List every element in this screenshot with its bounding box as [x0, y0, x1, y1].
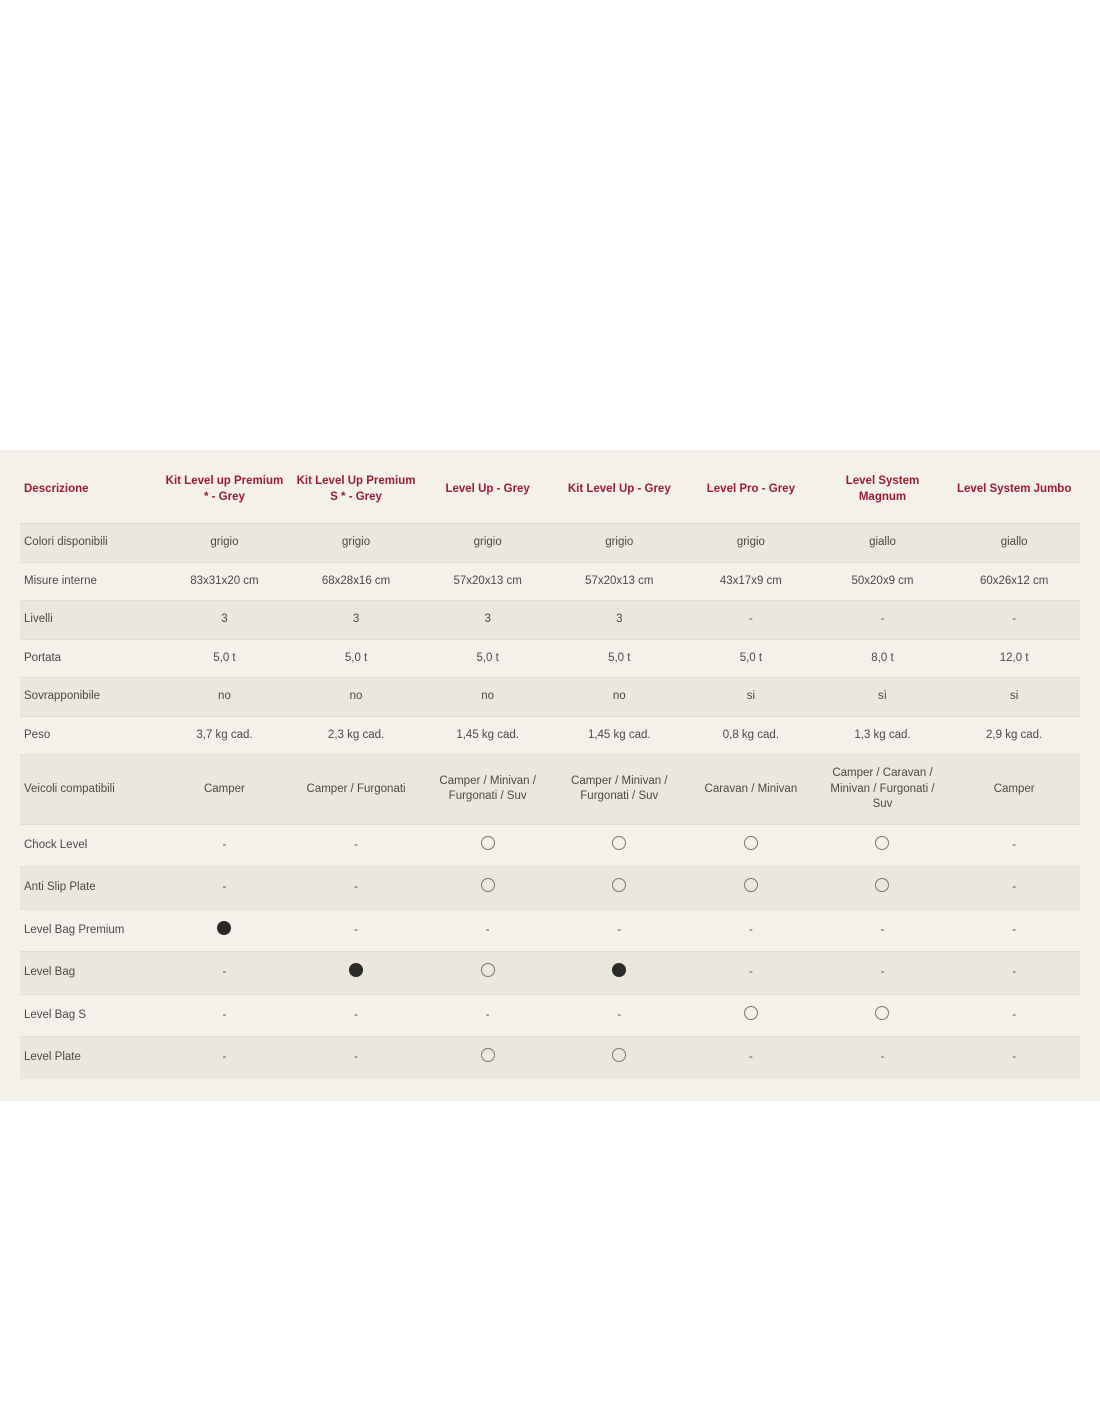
table-cell: 1,3 kg cad.	[854, 728, 911, 741]
table-cell: -	[1012, 881, 1017, 894]
filled-circle-icon	[217, 921, 231, 935]
table-body	[20, 524, 1080, 1079]
table-row	[20, 994, 1080, 1037]
table-cell: -	[222, 966, 227, 979]
empty-circle-icon	[817, 824, 949, 867]
empty-circle-icon	[481, 963, 495, 977]
table-cell: 5,0 t	[608, 651, 631, 664]
table-cell: -	[748, 1051, 753, 1064]
table-cell: 3	[352, 613, 360, 626]
table-cell: 1,45 kg cad.	[587, 728, 651, 741]
table-cell: 43x17x9 cm	[719, 574, 782, 587]
table-cell: Camper / Furgonati	[306, 782, 406, 795]
table-cell: -	[1012, 923, 1017, 936]
table-row	[20, 867, 1080, 910]
table-row	[20, 824, 1080, 867]
table-cell: no	[481, 690, 495, 703]
table-cell: -	[748, 923, 753, 936]
table-cell: -	[222, 1008, 227, 1021]
table-cell: -	[880, 1051, 885, 1064]
table-cell: Caravan / Minivan	[704, 782, 798, 795]
filled-circle-icon	[553, 952, 685, 995]
empty-circle-icon	[481, 1048, 495, 1062]
table-cell: 5,0 t	[476, 651, 499, 664]
table-cell: -	[880, 923, 885, 936]
row-label: Portata	[24, 651, 62, 664]
table-row	[20, 755, 1080, 825]
table-row	[20, 1037, 1080, 1079]
filled-circle-icon	[290, 952, 422, 995]
table-cell: 2,3 kg cad.	[327, 728, 385, 741]
empty-circle-icon	[481, 836, 495, 850]
table-cell: -	[354, 923, 358, 936]
empty-circle-icon	[817, 994, 949, 1037]
table-cell: -	[222, 881, 227, 894]
table-cell: grigio	[473, 536, 502, 549]
column-header-product-3: Level Up - Grey	[422, 450, 554, 524]
empty-circle-icon	[422, 952, 554, 995]
table-cell: 50x20x9 cm	[851, 574, 914, 587]
table-cell: grigio	[736, 536, 765, 549]
column-header-product-4: Kit Level Up - Grey	[553, 450, 685, 524]
table-cell: 2,9 kg cad.	[986, 728, 1043, 741]
table-cell: 60x26x12 cm	[979, 574, 1049, 587]
empty-circle-icon	[875, 1006, 889, 1020]
row-label: Colori disponibili	[24, 536, 108, 549]
product-comparison-panel	[0, 450, 1100, 1101]
table-row	[20, 524, 1080, 563]
table-cell: -	[222, 838, 227, 851]
table-cell: Camper / Minivan / Furgonati / Suv	[571, 774, 668, 803]
table-cell: 0,8 kg cad.	[722, 728, 780, 741]
table-cell: -	[617, 1008, 622, 1021]
table-row	[20, 909, 1080, 952]
table-cell: -	[1012, 1051, 1017, 1064]
row-label: Sovrapponibile	[24, 690, 101, 703]
table-cell: 57x20x13 cm	[585, 574, 654, 587]
table-cell: 5,0 t	[739, 651, 763, 664]
column-header-product-6: Level System Magnum	[817, 450, 949, 524]
table-cell: Camper	[993, 782, 1035, 795]
empty-circle-icon	[685, 994, 817, 1037]
row-label: Level Bag	[24, 966, 76, 979]
filled-circle-icon	[349, 963, 363, 977]
product-comparison-table	[20, 450, 1080, 1079]
table-cell: giallo	[869, 536, 896, 549]
table-cell: no	[612, 690, 626, 703]
empty-circle-icon	[612, 836, 626, 850]
table-cell: Camper / Caravan / Minivan / Furgonati / Suv	[830, 767, 935, 811]
table-cell: -	[748, 613, 753, 626]
row-label: Anti Slip Plate	[24, 881, 96, 894]
table-cell: Camper / Minivan / Furgonati / Suv	[439, 774, 536, 803]
table-cell: 8,0 t	[871, 651, 894, 664]
empty-circle-icon	[553, 1037, 685, 1079]
table-cell: grigio	[605, 536, 634, 549]
table-row	[20, 678, 1080, 717]
table-cell: 68x28x16 cm	[321, 574, 391, 587]
table-cell: no	[349, 690, 363, 703]
table-cell: 5,0 t	[213, 651, 236, 664]
table-cell: 5,0 t	[344, 651, 368, 664]
table-cell: 3	[616, 613, 623, 626]
table-cell: grigio	[210, 536, 239, 549]
table-row	[20, 639, 1080, 678]
column-header-product-2: Kit Level Up Premium S * - Grey	[290, 450, 422, 524]
row-label: Level Bag S	[24, 1008, 87, 1021]
empty-circle-icon	[744, 836, 758, 850]
table-cell: -	[880, 613, 885, 626]
row-label: Livelli	[24, 613, 53, 626]
empty-circle-icon	[422, 1037, 554, 1079]
empty-circle-icon	[422, 867, 554, 910]
empty-circle-icon	[553, 824, 685, 867]
table-row	[20, 562, 1080, 601]
table-cell: -	[354, 1008, 358, 1021]
empty-circle-icon	[817, 867, 949, 910]
empty-circle-icon	[875, 878, 889, 892]
table-cell: giallo	[1000, 536, 1028, 549]
table-cell: 12,0 t	[999, 651, 1029, 664]
table-cell: 1,45 kg cad.	[456, 728, 519, 741]
empty-circle-icon	[685, 824, 817, 867]
empty-circle-icon	[875, 836, 889, 850]
empty-circle-icon	[744, 1006, 758, 1020]
empty-circle-icon	[685, 867, 817, 910]
column-header-description: Descrizione	[20, 450, 159, 524]
table-cell: 3	[484, 613, 491, 626]
table-row	[20, 716, 1080, 755]
filled-circle-icon	[159, 909, 291, 952]
row-label: Peso	[24, 728, 51, 741]
empty-circle-icon	[481, 878, 495, 892]
column-header-product-5: Level Pro - Grey	[685, 450, 817, 524]
table-cell: -	[485, 923, 490, 936]
empty-circle-icon	[612, 878, 626, 892]
row-label: Level Bag Premium	[24, 923, 125, 936]
table-cell: -	[1012, 1008, 1017, 1021]
table-cell: -	[748, 966, 753, 979]
table-cell: -	[485, 1008, 490, 1021]
table-cell: 83x31x20 cm	[190, 574, 259, 587]
row-label: Veicoli compatibili	[24, 782, 115, 795]
table-cell: -	[1012, 613, 1017, 626]
table-header	[20, 450, 1080, 524]
row-label: Level Plate	[24, 1051, 81, 1064]
table-cell: -	[617, 923, 622, 936]
table-cell: -	[354, 881, 358, 894]
table-row	[20, 952, 1080, 995]
table-cell: si	[746, 690, 756, 703]
table-cell: -	[222, 1051, 227, 1064]
empty-circle-icon	[744, 878, 758, 892]
empty-circle-icon	[553, 867, 685, 910]
empty-circle-icon	[612, 1048, 626, 1062]
table-cell: no	[218, 690, 231, 703]
table-cell: Camper	[203, 782, 245, 795]
row-label: Misure interne	[24, 574, 97, 587]
table-cell: -	[354, 1051, 358, 1064]
row-label: Chock Level	[24, 838, 88, 851]
table-cell: 3	[221, 613, 228, 626]
table-cell: -	[1012, 966, 1017, 979]
filled-circle-icon	[612, 963, 626, 977]
table-cell: 57x20x13 cm	[453, 574, 522, 587]
table-cell: si	[1009, 690, 1019, 703]
table-header-row	[20, 450, 1080, 524]
table-cell: sì	[878, 690, 887, 703]
table-cell: -	[1012, 838, 1017, 851]
column-header-product-7: Level System Jumbo	[948, 450, 1080, 524]
table-cell: grigio	[341, 536, 371, 549]
table-cell: 3,7 kg cad.	[196, 728, 253, 741]
table-cell: -	[880, 966, 885, 979]
empty-circle-icon	[422, 824, 554, 867]
column-header-product-1: Kit Level up Premium * - Grey	[159, 450, 291, 524]
table-cell: -	[354, 838, 358, 851]
table-row	[20, 601, 1080, 640]
